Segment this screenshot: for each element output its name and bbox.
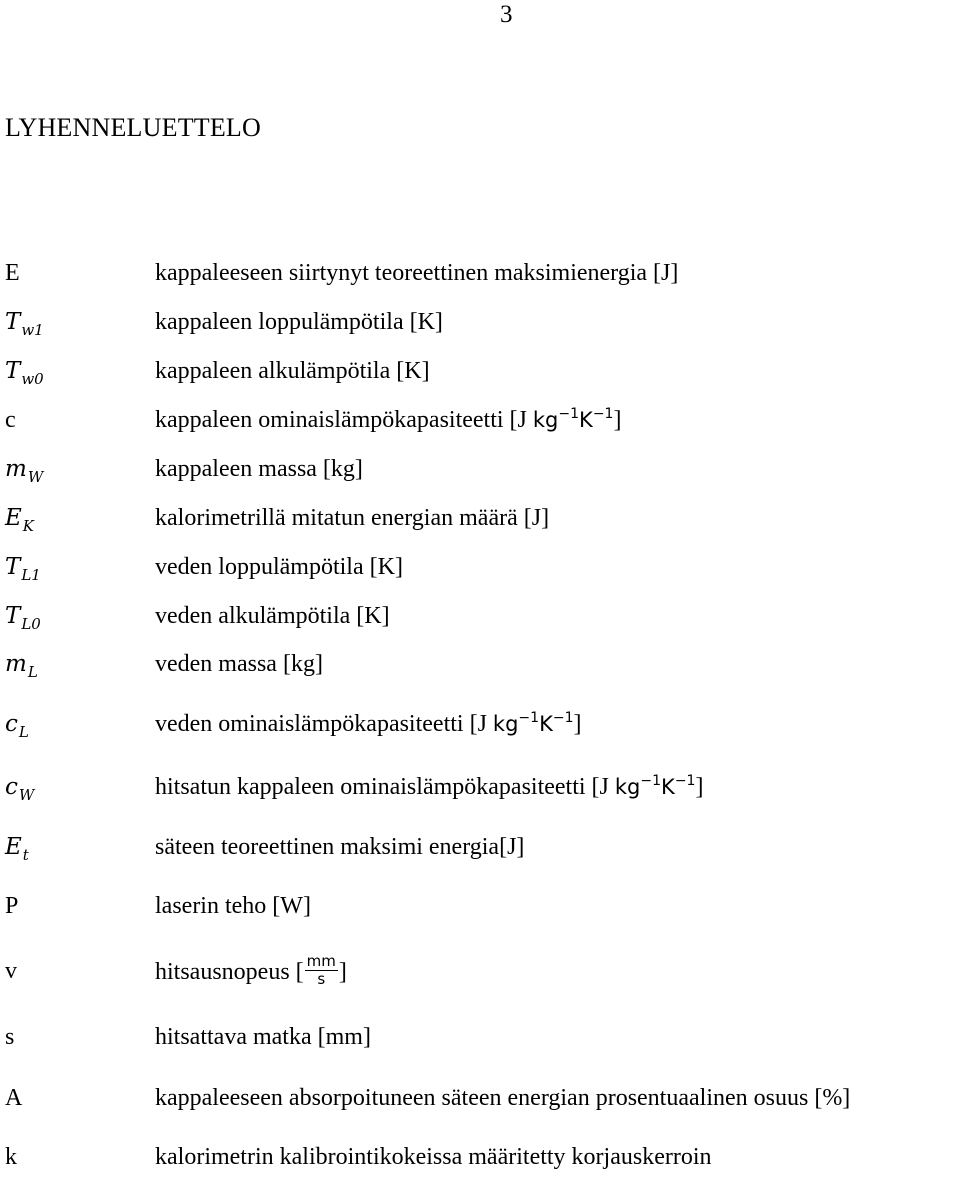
abbreviation-row (0, 601, 960, 637)
abbreviation-symbol (5, 356, 44, 388)
abbreviation-symbol: P (5, 893, 19, 919)
abbreviation-row (0, 1022, 960, 1058)
abbreviation-row (0, 552, 960, 588)
symbol-subscript: L (27, 663, 38, 681)
unit-kelvin: K (579, 408, 593, 432)
unit-fraction (305, 953, 338, 988)
description-text: ] (695, 774, 704, 800)
abbreviation-symbol (5, 503, 34, 535)
page-number: 3 (500, 1, 513, 28)
symbol-base: m (5, 456, 27, 482)
symbol-subscript: W (18, 786, 35, 804)
abbreviation-description: veden loppulämpötila [K] (155, 554, 403, 580)
description-text: ] (573, 711, 582, 737)
unit-exponent: −1 (552, 710, 574, 726)
abbreviation-row (0, 891, 960, 927)
abbreviation-symbol: v (5, 958, 17, 984)
abbreviation-row (0, 952, 960, 992)
abbreviation-description: laserin teho [W] (155, 893, 311, 919)
description-text: hitsausnopeus [ (155, 959, 304, 986)
symbol-base: c (5, 711, 18, 737)
unit-kg: kg (614, 775, 641, 799)
abbreviation-symbol (5, 649, 38, 681)
unit-exponent: −1 (518, 710, 540, 726)
abbreviation-row (0, 709, 960, 745)
description-text: kappaleen ominaislämpökapasiteetti [J (155, 407, 533, 433)
symbol-subscript: W (27, 468, 44, 486)
unit-exponent: −1 (674, 773, 696, 789)
abbreviation-symbol: k (5, 1144, 17, 1170)
abbreviation-symbol: A (5, 1085, 23, 1111)
symbol-subscript: w0 (21, 370, 44, 388)
symbol-subscript: w1 (21, 321, 44, 339)
abbreviation-symbol: E (5, 260, 20, 286)
abbreviation-symbol (5, 772, 34, 804)
unit-exponent: −1 (640, 773, 662, 789)
abbreviation-description: kalorimetrillä mitatun energian määrä [J] (155, 505, 550, 531)
symbol-subscript: t (22, 846, 29, 864)
abbreviation-row (0, 503, 960, 539)
symbol-subscript: L0 (21, 615, 41, 633)
abbreviation-description: kappaleeseen siirtynyt teoreettinen maksimienergia [J] (155, 260, 679, 286)
fraction-denominator: s (317, 970, 326, 988)
abbreviation-description: veden alkulämpötila [K] (155, 603, 390, 629)
abbreviation-symbol (5, 832, 29, 864)
abbreviation-description: kappaleen massa [kg] (155, 456, 363, 482)
unit-kelvin: K (661, 775, 675, 799)
symbol-base: T (5, 309, 21, 335)
abbreviation-description: veden massa [kg] (155, 651, 323, 677)
abbreviation-description (155, 952, 347, 991)
page-title: LYHENNELUETTELO (5, 113, 261, 142)
symbol-base: E (5, 505, 22, 531)
symbol-subscript: L1 (21, 566, 41, 584)
description-text: veden ominaislämpökapasiteetti [J (155, 711, 493, 737)
description-text: ] (613, 407, 622, 433)
abbreviation-row (0, 1083, 960, 1119)
abbreviation-row (0, 454, 960, 490)
abbreviation-symbol (5, 307, 44, 339)
abbreviation-row (0, 832, 960, 868)
unit-kelvin: K (539, 712, 553, 736)
abbreviation-row (0, 356, 960, 392)
abbreviation-description: kalorimetrin kalibrointikokeissa määritetty korjauskerroin (155, 1144, 712, 1170)
abbreviation-description (155, 405, 621, 438)
abbreviation-symbol: c (5, 407, 16, 433)
abbreviation-row (0, 649, 960, 685)
abbreviation-description (155, 709, 581, 742)
abbreviation-row (0, 405, 960, 441)
symbol-subscript: L (18, 723, 29, 741)
unit-kg: kg (492, 712, 519, 736)
abbreviation-symbol (5, 709, 29, 741)
abbreviation-symbol (5, 552, 41, 584)
symbol-subscript: K (22, 517, 35, 535)
abbreviation-description: kappaleeseen absorpoituneen säteen energian prosentuaalinen osuus [%] (155, 1085, 851, 1111)
unit-exponent: −1 (558, 406, 580, 422)
symbol-base: T (5, 554, 21, 580)
symbol-base: T (5, 358, 21, 384)
symbol-base: c (5, 774, 18, 800)
symbol-base: E (5, 834, 22, 860)
abbreviation-description: hitsattava matka [mm] (155, 1024, 371, 1050)
symbol-base: m (5, 651, 27, 677)
unit-kg: kg (532, 408, 559, 432)
description-text: hitsatun kappaleen ominaislämpökapasiteetti [J (155, 774, 615, 800)
abbreviation-description: säteen teoreettinen maksimi energia[J] (155, 834, 525, 860)
unit-exponent: −1 (592, 406, 614, 422)
abbreviation-description (155, 772, 703, 805)
fraction-numerator: mm (306, 952, 336, 970)
abbreviation-description: kappaleen alkulämpötila [K] (155, 358, 430, 384)
abbreviation-symbol (5, 454, 43, 486)
abbreviation-row (0, 307, 960, 343)
abbreviation-description: kappaleen loppulämpötila [K] (155, 309, 443, 335)
abbreviation-symbol: s (5, 1024, 15, 1050)
abbreviation-row (0, 258, 960, 294)
abbreviation-row (0, 772, 960, 808)
symbol-base: T (5, 603, 21, 629)
description-text: ] (338, 959, 347, 986)
abbreviation-symbol (5, 601, 41, 633)
